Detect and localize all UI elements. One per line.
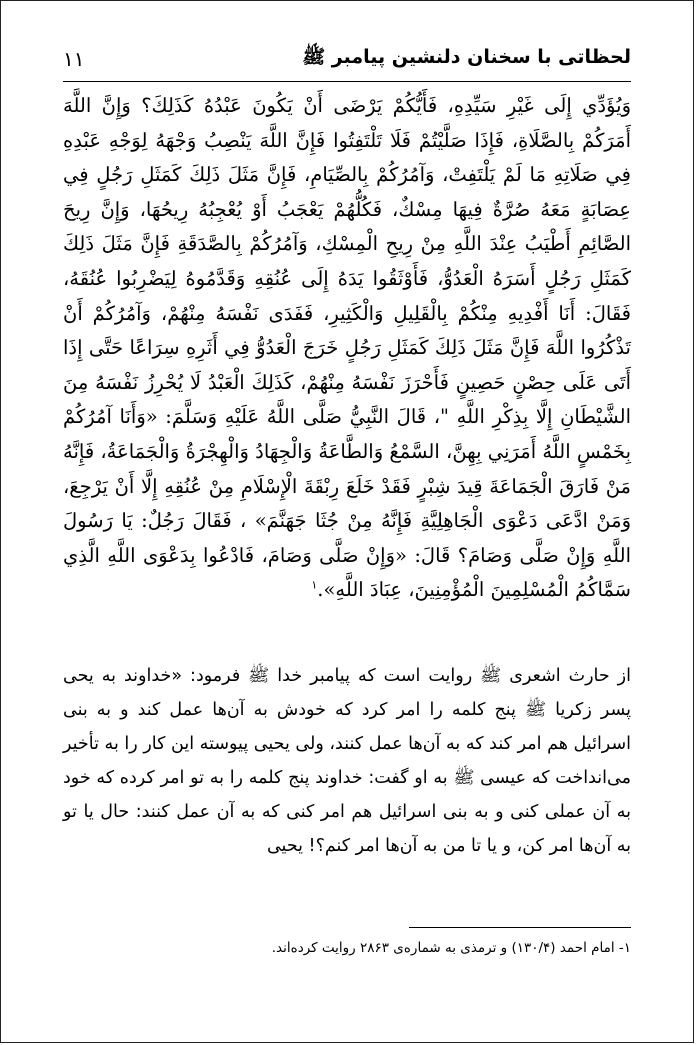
header-title: لحظاتی با سخنان دلنشین پیامبر ﷺ	[302, 46, 631, 68]
page-number: ۱۱	[63, 47, 85, 71]
footnote-reference: ۱	[311, 578, 318, 592]
footnote: ۱- امام احمد (۱۳۰/۴) و ترمذی به شماره‌ی ۲۸۶۳ روایت کرده‌اند.	[271, 940, 631, 956]
running-header	[63, 41, 631, 77]
arabic-hadith-text	[63, 89, 631, 608]
header-rule	[63, 81, 631, 82]
persian-translation: از حارث اشعری ﷺ روایت است که پیامبر خدا ﷺ فرمود: «خداوند به یحی پسر زکریا ﷺ پنج کلمه را امر کرد که خودش به آن‌ها عمل کند و به بنی اسرائیل هم امر کند که به آن‌ها عمل کنند، ولی یحیی پیوسته این کار را به تأخیر می‌انداخت که عیسی ﷺ به او گفت: خداوند پنج کلمه را به تو امر کرده که خود به آن عملی کنی و به بنی اسرائیل هم امر کنی که به آن عمل کنند: حال یا تو به آن‌ها امر کن، و یا تا من به آن‌ها امر کنم؟! یحیی	[63, 666, 631, 856]
arabic-paragraph: وَيُؤَدِّي إِلَى غَيْرِ سَيِّدِهِ، فَأَيُّكُمْ يَرْضَى أَنْ يَكُونَ عَبْدُهُ كَذَلِكَ؟ وَإِنَّ اللَّهَ أَمَرَكُمْ بِالصَّلَاةِ، فَإِذَا صَلَّيْتُمْ فَلَا تَلْتَفِتُوا فَإِنَّ اللَّهَ يَنْصِبُ وَجْهَهُ لِوَجْهِ عَبْدِهِ فِي صَلَاتِهِ مَا لَمْ يَلْتَفِتْ، وَآمُرُكُمْ بِالصِّيَامِ، فَإِنَّ مَثَلَ ذَلِكَ كَمَثَلِ رَجُلٍ فِي عِصَابَةٍ مَعَهُ صُرَّةٌ فِيهَا مِسْكٌ، فَكُلُّهُمْ يَعْجَبُ أَوْ يُعْجِبُهُ رِيحُهَا، وَإِنَّ رِيحَ الصَّائِمِ أَطْيَبُ عِنْدَ اللَّهِ مِنْ رِيحِ الْمِسْكِ، وَآمُرُكُمْ بِالصَّدَقَةِ فَإِنَّ مَثَلَ ذَلِكَ كَمَثَلِ رَجُلٍ أَسَرَهُ الْعَدُوُّ، فَأَوْثَقُوا يَدَهُ إِلَى عُنُقِهِ وَقَدَّمُوهُ لِيَضْرِبُوا عُنُقَهُ، فَقَالَ: أَنَا أَفْدِيهِ مِنْكُمْ بِالْقَلِيلِ وَالْكَثِيرِ، فَفَدَى نَفْسَهُ مِنْهُمْ، وَآمُرُكُمْ أَنْ تَذْكُرُوا اللَّهَ فَإِنَّ مَثَلَ ذَلِكَ كَمَثَلِ رَجُلٍ خَرَجَ الْعَدُوُّ فِي أَثَرِهِ سِرَاعًا حَتَّى إِذَا أَتَى عَلَى حِصْنٍ حَصِينٍ فَأَحْرَزَ نَفْسَهُ مِنْهُمْ، كَذَلِكَ الْعَبْدُ لَا يُحْرِزُ نَفْسَهُ مِنَ الشَّيْطَانِ إِلَّا بِذِكْرِ اللَّهِ "، قَالَ النَّبِيُّ صَلَّى اللَّهُ عَلَيْهِ وَسَلَّمَ: «وَأَنَا آمُرُكُمْ بِخَمْسٍ اللَّهُ أَمَرَنِي بِهِنَّ، السَّمْعُ وَالطَّاعَةُ وَالْجِهَادُ وَالْهِجْرَةُ وَالْجَمَاعَةُ، فَإِنَّهُ مَنْ فَارَقَ الْجَمَاعَةَ قِيدَ شِبْرٍ فَقَدْ خَلَعَ رِبْقَةَ الْإِسْلَامِ مِنْ عُنُقِهِ إِلَّا أَنْ يَرْجِعَ، وَمَنْ ادَّعَى دَعْوَى الْجَاهِلِيَّةِ فَإِنَّهُ مِنْ جُثَا جَهَنَّمَ» ، فَقَالَ رَجُلٌ: يَا رَسُولَ اللَّهِ وَإِنْ صَلَّى وَصَامَ؟ قَالَ: «وَإِنْ صَلَّى وَصَامَ، فَادْعُوا بِدَعْوَى اللَّهِ الَّذِي سَمَّاكُمُ الْمُسْلِمِينَ الْمُؤْمِنِينَ، عِبَادَ اللَّهِ».	[63, 94, 631, 602]
footnote-rule	[409, 927, 631, 928]
